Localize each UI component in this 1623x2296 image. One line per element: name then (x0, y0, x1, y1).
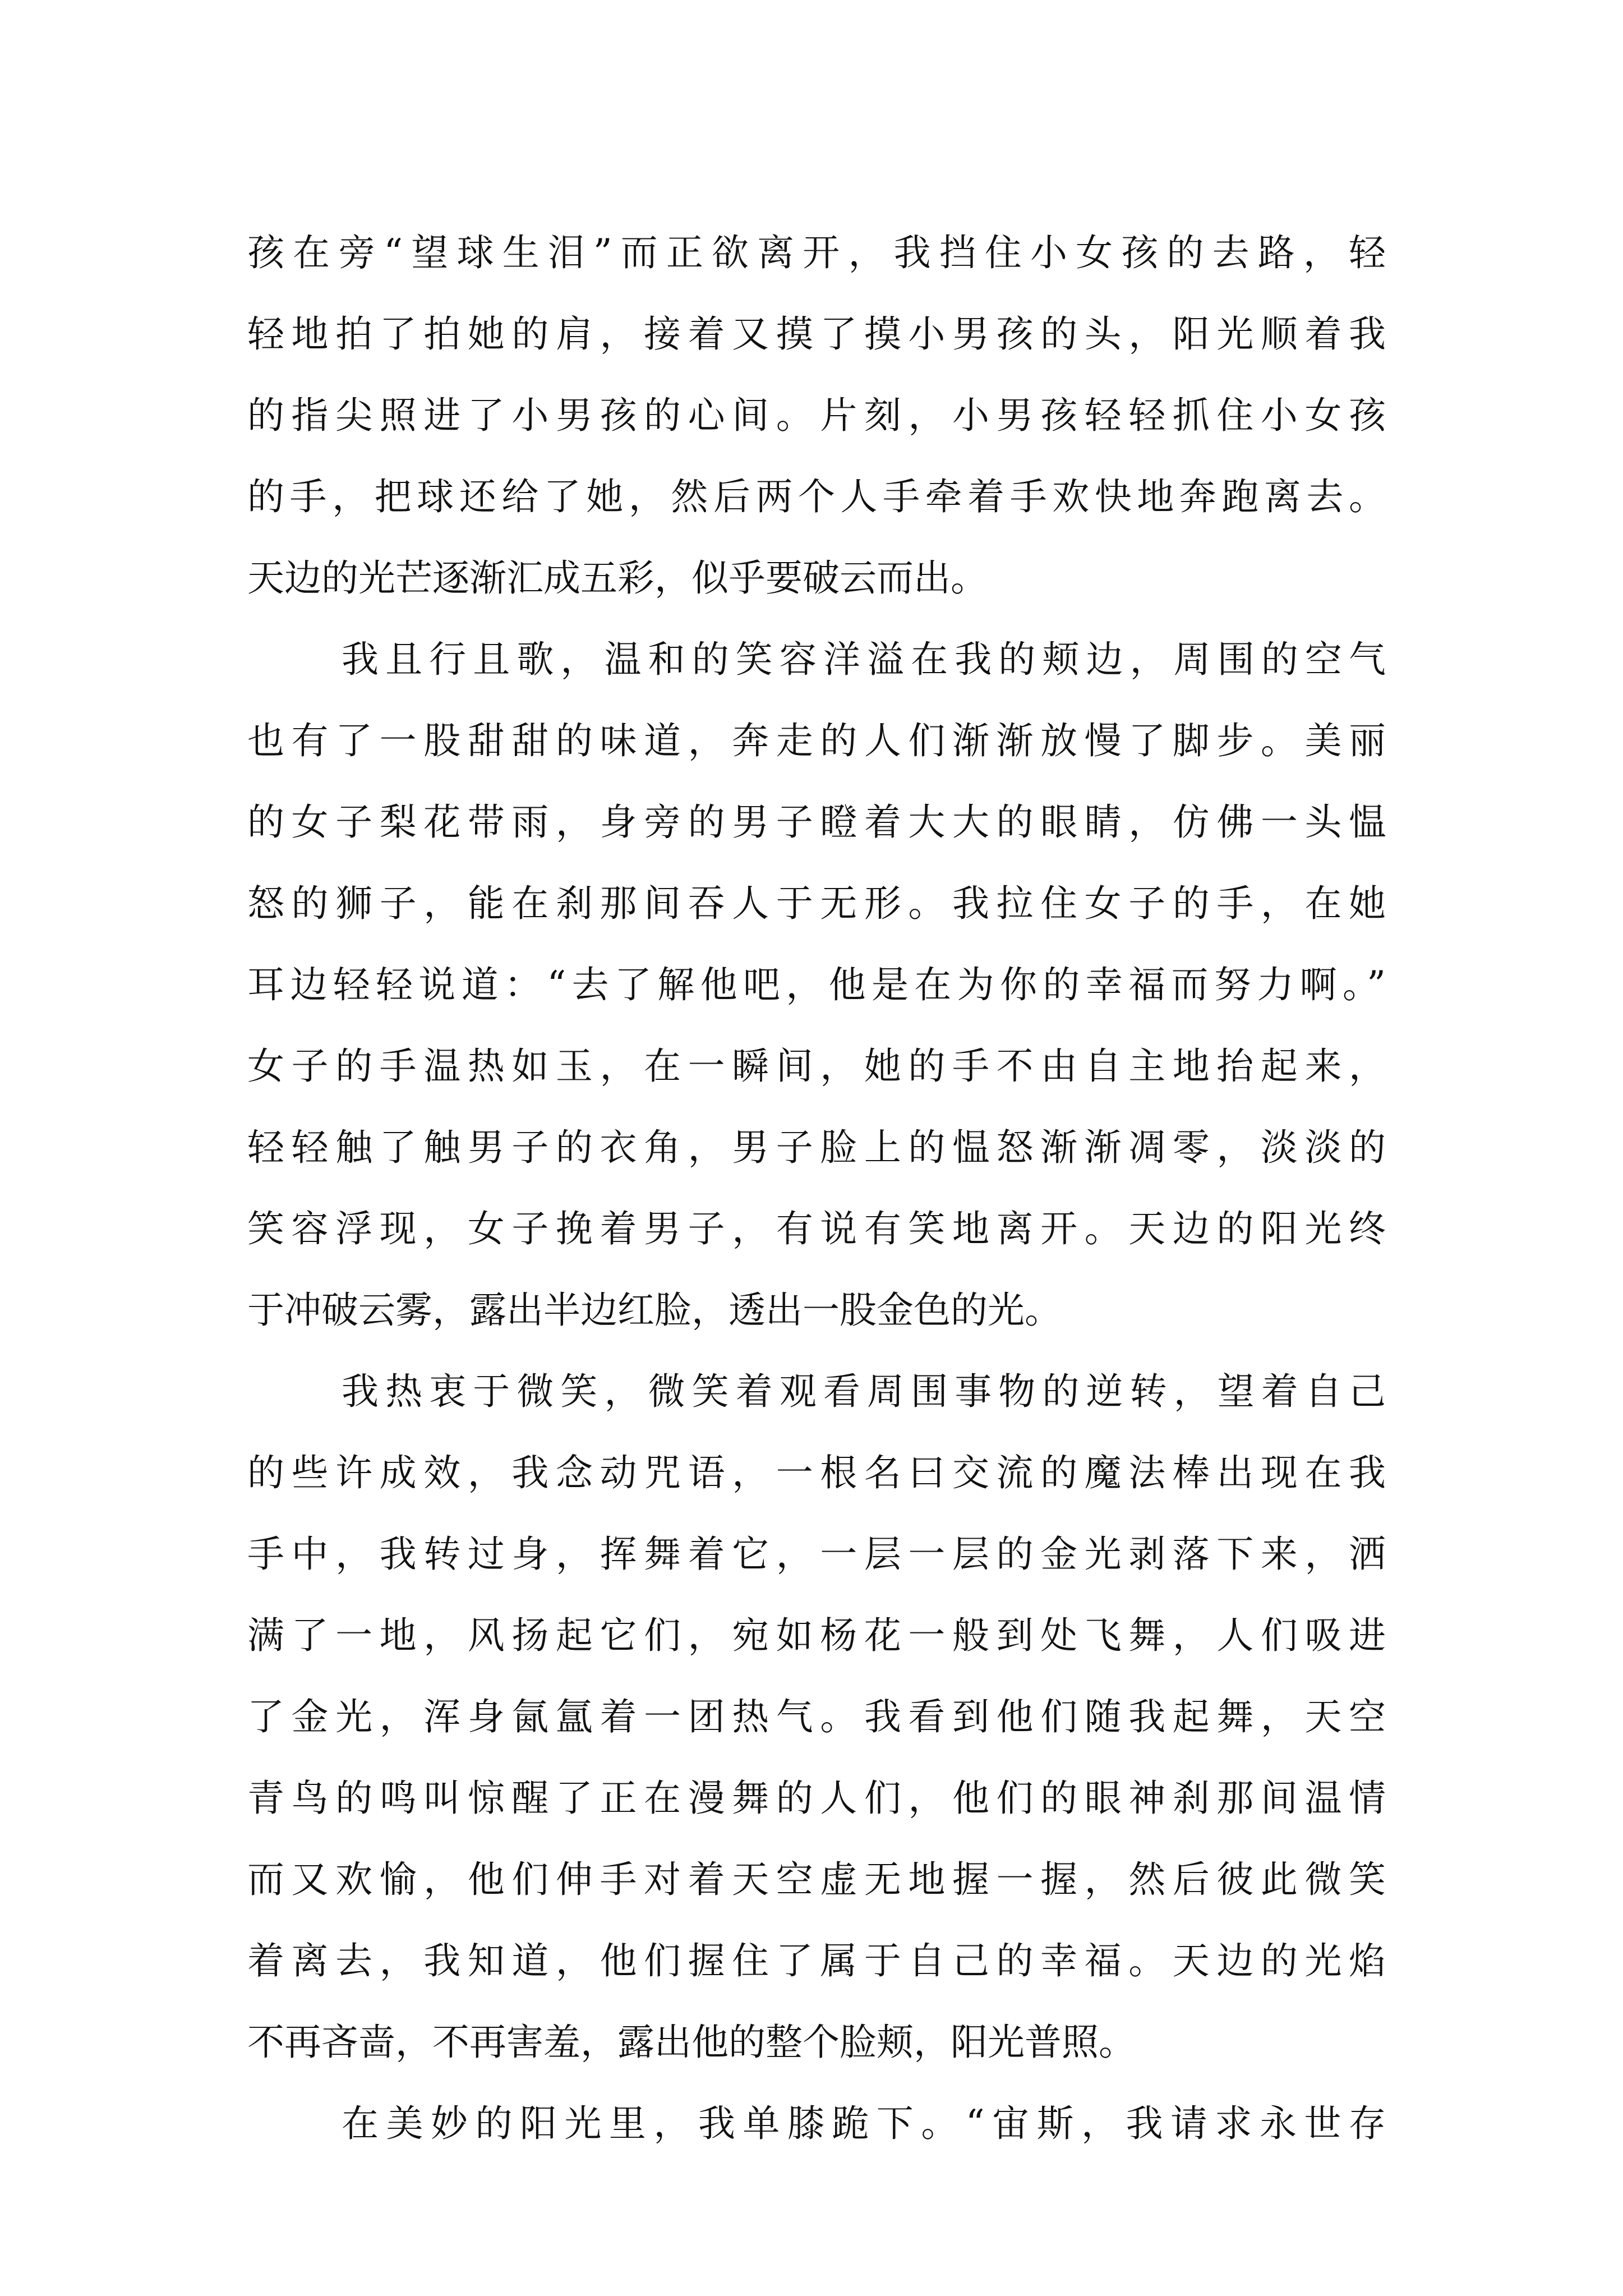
text-line: 耳边轻轻说道：“去了解他吧，他是在为你的幸福而努力啊。” (247, 963, 1386, 1006)
text-line: 天边的光芒逐渐汇成五彩，似乎要破云而出。 (247, 556, 988, 600)
text-line: 也有了一股甜甜的味道，奔走的人们渐渐放慢了脚步。美丽 (247, 719, 1386, 762)
text-line: 青鸟的鸣叫惊醒了正在漫舞的人们，他们的眼神刹那间温情 (247, 1777, 1386, 1820)
text-line: 着离去，我知道，他们握住了属于自己的幸福。天边的光焰 (247, 1939, 1386, 1982)
text-line: 的手，把球还给了她，然后两个人手牵着手欢快地奔跑离去。 (247, 475, 1386, 518)
text-line: 的指尖照进了小男孩的心间。片刻，小男孩轻轻抓住小女孩 (247, 394, 1386, 437)
text-line: 我且行且歌，温和的笑容洋溢在我的颊边，周围的空气 (342, 638, 1386, 681)
text-line: 不再吝啬，不再害羞，露出他的整个脸颊，阳光普照。 (247, 2021, 1136, 2064)
text-line: 轻轻触了触男子的衣角，男子脸上的愠怒渐渐凋零，淡淡的 (247, 1126, 1386, 1169)
paragraph (247, 619, 1386, 1351)
text-line: 在美妙的阳光里，我单膝跪下。“宙斯，我请求永世存 (342, 2102, 1386, 2145)
text-line: 怒的狮子，能在刹那间吞人于无形。我拉住女子的手，在她 (247, 882, 1386, 925)
paragraph (247, 1351, 1386, 2083)
text-line: 的女子梨花带雨，身旁的男子瞪着大大的眼睛，仿佛一头愠 (247, 800, 1386, 844)
text-line: 手中，我转过身，挥舞着它，一层一层的金光剥落下来，洒 (247, 1533, 1386, 1576)
body-text (247, 212, 1386, 2164)
text-line: 轻地拍了拍她的肩，接着又摸了摸小男孩的头，阳光顺着我 (247, 312, 1386, 356)
paragraph (247, 212, 1386, 619)
paragraph (247, 2083, 1386, 2164)
text-line: 而又欢愉，他们伸手对着天空虚无地握一握，然后彼此微笑 (247, 1858, 1386, 1901)
text-line: 孩在旁“望球生泪”而正欲离开，我挡住小女孩的去路，轻 (247, 231, 1386, 274)
text-line: 了金光，浑身氤氲着一团热气。我看到他们随我起舞，天空 (247, 1695, 1386, 1738)
text-line: 笑容浮现，女子挽着男子，有说有笑地离开。天边的阳光终 (247, 1207, 1386, 1250)
text-line: 满了一地，风扬起它们，宛如杨花一般到处飞舞，人们吸进 (247, 1614, 1386, 1657)
text-line: 于冲破云雾，露出半边红脸，透出一股金色的光。 (247, 1289, 1062, 1332)
text-line: 女子的手温热如玉，在一瞬间，她的手不由自主地抬起来， (247, 1045, 1386, 1088)
text-line: 的些许成效，我念动咒语，一根名曰交流的魔法棒出现在我 (247, 1451, 1386, 1494)
text-line: 我热衷于微笑，微笑着观看周围事物的逆转，望着自己 (342, 1370, 1386, 1413)
